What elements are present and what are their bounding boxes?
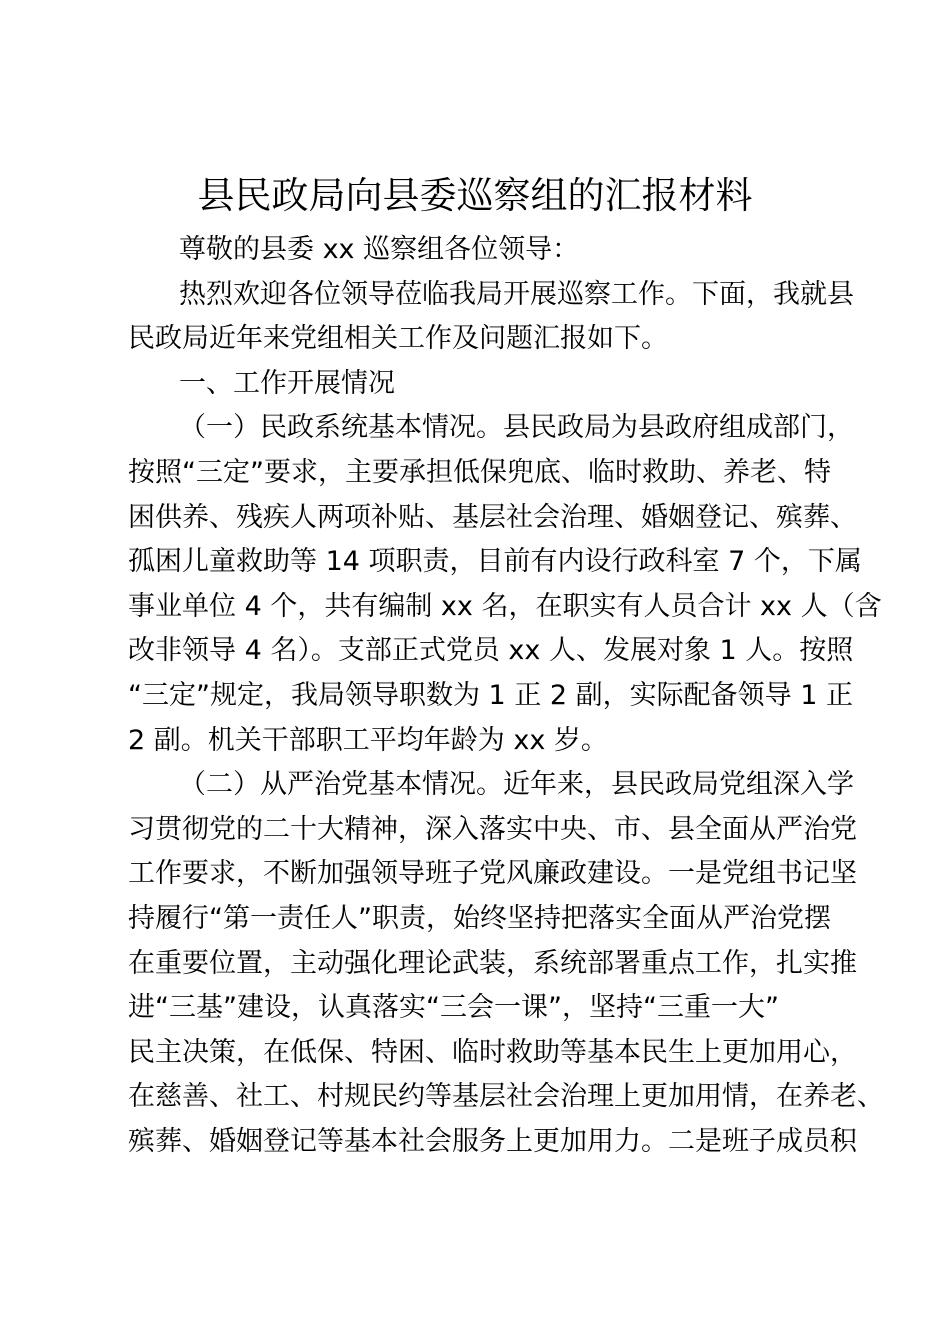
paragraph-line: 热烈欢迎各位领导莅临我局开展巡察工作。下面，我就县 — [179, 278, 854, 310]
salutation: 尊敬的县委 xx 巡察组各位领导： — [179, 234, 580, 265]
paragraph-line: 习贯彻党的二十大精神，深入落实中央、市、县全面从严治党 — [128, 813, 857, 845]
paragraph-line: 在重要位置，主动强化理论武装，系统部署重点工作，扎实推 — [128, 947, 857, 979]
paragraph-line: 民政局近年来党组相关工作及问题汇报如下。 — [128, 323, 668, 355]
document-title: 县民政局向县委巡察组的汇报材料 — [197, 174, 753, 217]
paragraph-line: 2 副。机关干部职工平均年龄为 xx 岁。 — [128, 724, 608, 756]
paragraph-line: 持履行“第一责任人”职责，始终坚持把落实全面从严治党摆 — [128, 902, 831, 934]
paragraph-line: （一）民政系统基本情况。县民政局为县政府组成部门， — [179, 412, 854, 444]
paragraph-line: 孤困儿童救助等 14 项职责，目前有内设行政科室 7 个，下属 — [128, 546, 862, 578]
paragraph-line: 困供养、残疾人两项补贴、基层社会治理、婚姻登记、殡葬、 — [128, 501, 857, 533]
paragraph-line: 改非领导 4 名）。支部正式党员 xx 人、发展对象 1 人。按照 — [128, 635, 854, 667]
paragraph-line: 殡葬、婚姻登记等基本社会服务上更加用力。二是班子成员积 — [128, 1125, 857, 1157]
paragraph-line: “三定”规定，我局领导职数为 1 正 2 副，实际配备领导 1 正 — [128, 679, 854, 711]
paragraph-line: 事业单位 4 个，共有编制 xx 名，在职实有人员合计 xx 人（含 — [128, 590, 882, 622]
paragraph-line: 按照“三定”要求，主要承担低保兜底、临时救助、养老、特 — [128, 456, 831, 488]
paragraph-line: （二）从严治党基本情况。近年来，县民政局党组深入学 — [179, 769, 854, 801]
section-heading: 一、工作开展情况 — [179, 367, 395, 399]
document-body — [128, 228, 884, 1164]
paragraph-line: 民主决策，在低保、特困、临时救助等基本民生上更加用心， — [128, 1036, 857, 1068]
paragraph-line: 工作要求，不断加强领导班子党风廉政建设。一是党组书记坚 — [128, 858, 857, 890]
paragraph-line: 在慈善、社工、村规民约等基层社会治理上更加用情，在养老、 — [128, 1081, 884, 1113]
paragraph-line: 进“三基”建设，认真落实“三会一课”，坚持“三重一大” — [128, 992, 779, 1024]
